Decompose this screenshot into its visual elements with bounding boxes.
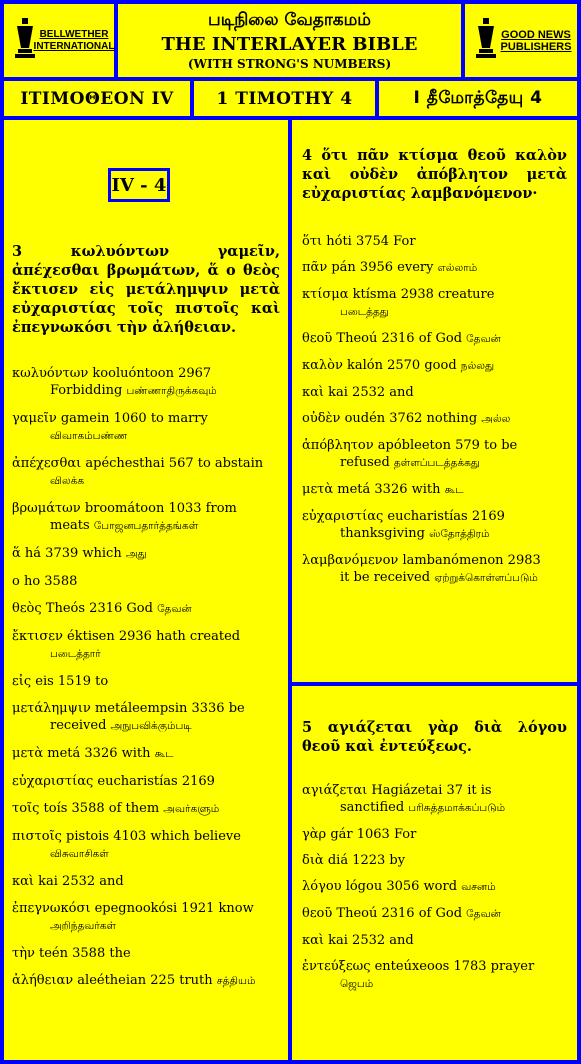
tamil-gloss: அது xyxy=(125,548,147,560)
tamil-gloss: விலக்க xyxy=(50,475,85,487)
word-entry-text: γὰρ gár 1063 For xyxy=(302,827,417,842)
word-entry-text: διὰ diá 1223 by xyxy=(302,853,406,868)
word-entry-text: βρωμάτων broomátoon 1033 from xyxy=(12,501,237,516)
title-subtitle: (WITH STRONG'S NUMBERS) xyxy=(187,57,392,71)
tamil-gloss: தள்ளப்படத்தக்கது xyxy=(393,457,480,469)
word-entry-gloss: received xyxy=(50,718,107,733)
tamil-gloss: எல்லாம் xyxy=(437,262,478,274)
word-entry-gloss: sanctified xyxy=(340,800,405,815)
word-entry xyxy=(12,455,280,490)
word-entry xyxy=(302,437,567,472)
word-entry xyxy=(302,330,567,348)
verse4-text: 4 ὅτι πᾶν κτίσμα θεοῦ καλὸν καὶ οὐδὲν ἀπόβλητον μετὰ εὐχαριστίας λαμβανόμενον· xyxy=(302,147,567,202)
word-entry-text: καὶ kai 2532 and xyxy=(12,874,124,889)
word-entry-text: ἀπόβλητον apóbleeton 579 to be xyxy=(302,438,518,453)
tamil-gloss: அநுபவிக்கும்படி xyxy=(110,720,192,732)
verse4-panel xyxy=(292,120,577,682)
word-entry-text: αγιάζεται Hagiázetai 37 it is xyxy=(302,783,492,798)
word-entry-text: θεοῦ Theoú 2316 of God xyxy=(302,331,463,346)
word-entry xyxy=(302,384,567,401)
title-panel xyxy=(118,4,461,77)
verse3-panel xyxy=(4,120,288,1060)
logo-text-line1: BELLWETHER xyxy=(39,28,109,40)
tamil-gloss: ஸ்தோத்திரம் xyxy=(429,528,490,540)
tamil-gloss: பண்ணாதிருக்கவும் xyxy=(126,385,217,397)
word-entry-gloss: refused xyxy=(340,455,390,470)
word-entry xyxy=(12,600,280,618)
tamil-gloss: பரிசுத்தமாக்கப்படும் xyxy=(408,802,506,814)
verse3-word-list xyxy=(12,365,280,990)
word-entry-text: καλὸν kalón 2570 good xyxy=(302,358,457,373)
word-entry xyxy=(12,500,280,535)
tamil-gloss: அறிந்தவர்கள் xyxy=(50,920,117,932)
word-entry-gloss: Forbidding xyxy=(50,383,123,398)
word-entry-text: ἐπεγνωκόσι epegnookósi 1921 know xyxy=(12,901,254,916)
logo-text-line2: PUBLISHERS xyxy=(500,40,572,53)
tamil-gloss: வசனம் xyxy=(461,881,496,893)
word-entry-text: κτίσμα ktísma 2938 creature xyxy=(302,287,495,302)
tamil-gloss: படைத்தார் xyxy=(50,648,101,660)
word-entry-text: ἐντεύξεως enteúxeoos 1783 prayer xyxy=(302,959,535,974)
lamp-icon xyxy=(475,18,497,58)
word-entry xyxy=(12,800,280,818)
word-entry-text: ἅ há 3739 which xyxy=(12,546,122,561)
word-entry-text: γαμεῖν gamein 1060 to marry xyxy=(12,411,208,426)
word-entry-text: ο ho 3588 xyxy=(12,574,78,589)
word-entry-text: εὐχαριστίας eucharistías 2169 xyxy=(12,774,215,789)
word-entry xyxy=(302,826,567,843)
tamil-gloss: தேவன் xyxy=(157,603,192,615)
word-entry-text: οὐδὲν oudén 3762 nothing xyxy=(302,411,478,426)
word-entry xyxy=(302,958,567,993)
word-entry-text: θεοῦ Theoú 2316 of God xyxy=(302,906,463,921)
book-greek: ΙΤΙΜΟΘΕΟΝ IV xyxy=(4,81,190,116)
word-entry xyxy=(302,905,567,923)
word-entry-text: μετάλημψιν metáleempsin 3336 be xyxy=(12,701,245,716)
tamil-gloss: அல்ல xyxy=(481,413,511,425)
word-entry-text: καὶ kai 2532 and xyxy=(302,933,414,948)
word-entry-text: πιστοῖς pistois 4103 which believe xyxy=(12,829,241,844)
word-entry xyxy=(302,259,567,277)
word-entry-text: λαμβανόμενον lambanómenon 2983 xyxy=(302,553,541,568)
word-entry xyxy=(12,828,280,863)
tamil-gloss: தேவன் xyxy=(466,333,501,345)
word-entry-gloss: it be received xyxy=(340,570,431,585)
word-entry-text: τοῖς toís 3588 of them xyxy=(12,801,160,816)
word-entry xyxy=(12,700,280,735)
book-english: 1 TIMOTHY 4 xyxy=(194,81,375,116)
word-entry xyxy=(12,745,280,763)
word-entry-gloss: thanksgiving xyxy=(340,526,425,541)
word-entry-text: λόγου lógou 3056 word xyxy=(302,879,458,894)
word-entry-text: ὅτι hóti 3754 For xyxy=(302,234,416,249)
tamil-gloss: ஜெபம் xyxy=(340,978,374,990)
goodnews-logo xyxy=(465,4,577,77)
tamil-gloss: தேவன் xyxy=(466,908,501,920)
word-entry xyxy=(12,545,280,563)
word-entry-text: καὶ kai 2532 and xyxy=(302,385,414,400)
lamp-icon xyxy=(14,18,36,58)
word-entry-text: τὴν teén 3588 the xyxy=(12,946,131,961)
word-entry xyxy=(12,900,280,935)
word-entry xyxy=(302,357,567,375)
word-entry-text: ἀλήθειαν aleétheian 225 truth xyxy=(12,973,213,988)
verse5-panel xyxy=(292,686,577,1060)
word-entry xyxy=(302,878,567,896)
title-tamil: படிநிலை வேதாகமம் xyxy=(208,10,371,30)
tamil-gloss: நல்லது xyxy=(460,360,495,372)
tamil-gloss: சத்தியம் xyxy=(216,975,256,987)
word-entry xyxy=(12,945,280,962)
tamil-gloss: ஏற்றுக்கொள்ளப்படும் xyxy=(434,572,538,584)
word-entry xyxy=(12,873,280,890)
word-entry xyxy=(12,628,280,663)
word-entry xyxy=(302,782,567,817)
word-entry-gloss: meats xyxy=(50,518,90,533)
word-entry xyxy=(302,410,567,428)
word-entry-text: ἔκτισεν éktisen 2936 hath created xyxy=(12,629,241,644)
tamil-gloss: கூட xyxy=(154,748,174,760)
verse5-text: 5 αγιάζεται γὰρ διὰ λόγου θεοῦ καὶ ἐντεύξεως. xyxy=(302,719,567,755)
tamil-gloss: கூட xyxy=(444,484,464,496)
word-entry-text: εἰς eis 1519 to xyxy=(12,674,109,689)
word-entry-text: μετὰ metá 3326 with xyxy=(12,746,151,761)
word-entry xyxy=(302,481,567,499)
word-entry xyxy=(12,673,280,690)
word-entry xyxy=(302,552,567,587)
verse5-word-list xyxy=(302,782,567,993)
bellwether-logo xyxy=(4,4,114,77)
word-entry xyxy=(302,233,567,250)
word-entry-text: μετὰ metá 3326 with xyxy=(302,482,441,497)
tamil-gloss: விசுவாசிகள் xyxy=(50,848,109,860)
chapter-label: IV - 4 xyxy=(108,168,170,202)
tamil-gloss: போஜனபதார்த்தங்கள் xyxy=(93,520,199,532)
word-entry-text: κωλυόντων kooluóntoon 2967 xyxy=(12,366,212,381)
word-entry xyxy=(302,932,567,949)
logo-text-line2: INTERNATIONAL xyxy=(33,40,115,52)
word-entry xyxy=(12,410,280,445)
verse4-word-list xyxy=(302,233,567,587)
logo-text-line1: GOOD NEWS xyxy=(501,28,571,41)
word-entry xyxy=(302,508,567,543)
word-entry-text: ἀπέχεσθαι apéchesthai 567 to abstain xyxy=(12,456,264,471)
word-entry xyxy=(12,365,280,400)
tamil-gloss: படைத்தது xyxy=(340,306,389,318)
tamil-gloss: விவாகம்பண்ண xyxy=(50,430,128,442)
word-entry-text: εὐχαριστίας eucharistías 2169 xyxy=(302,509,505,524)
verse3-text: 3 κωλυόντων γαμεῖν, ἀπέχεσθαι βρωμάτων, ἅ ο θεὸς ἔκτισεν εἰς μετάλημψιν μετὰ εὐχαριστίας τοῖς πιστοῖς καὶ ἐπεγνωκόσι τὴν ἀλήθειαν. xyxy=(12,243,280,336)
title-english: THE INTERLAYER BIBLE xyxy=(161,34,418,55)
word-entry xyxy=(12,773,280,790)
tamil-gloss: அவர்களும் xyxy=(163,803,220,815)
word-entry xyxy=(12,972,280,990)
word-entry xyxy=(302,852,567,869)
book-tamil: I தீமோத்தேயு 4 xyxy=(379,81,577,116)
word-entry xyxy=(12,573,280,590)
word-entry-text: θεὸς Theós 2316 God xyxy=(12,601,153,616)
word-entry xyxy=(302,286,567,321)
word-entry-text: πᾶν pán 3956 every xyxy=(302,260,434,275)
